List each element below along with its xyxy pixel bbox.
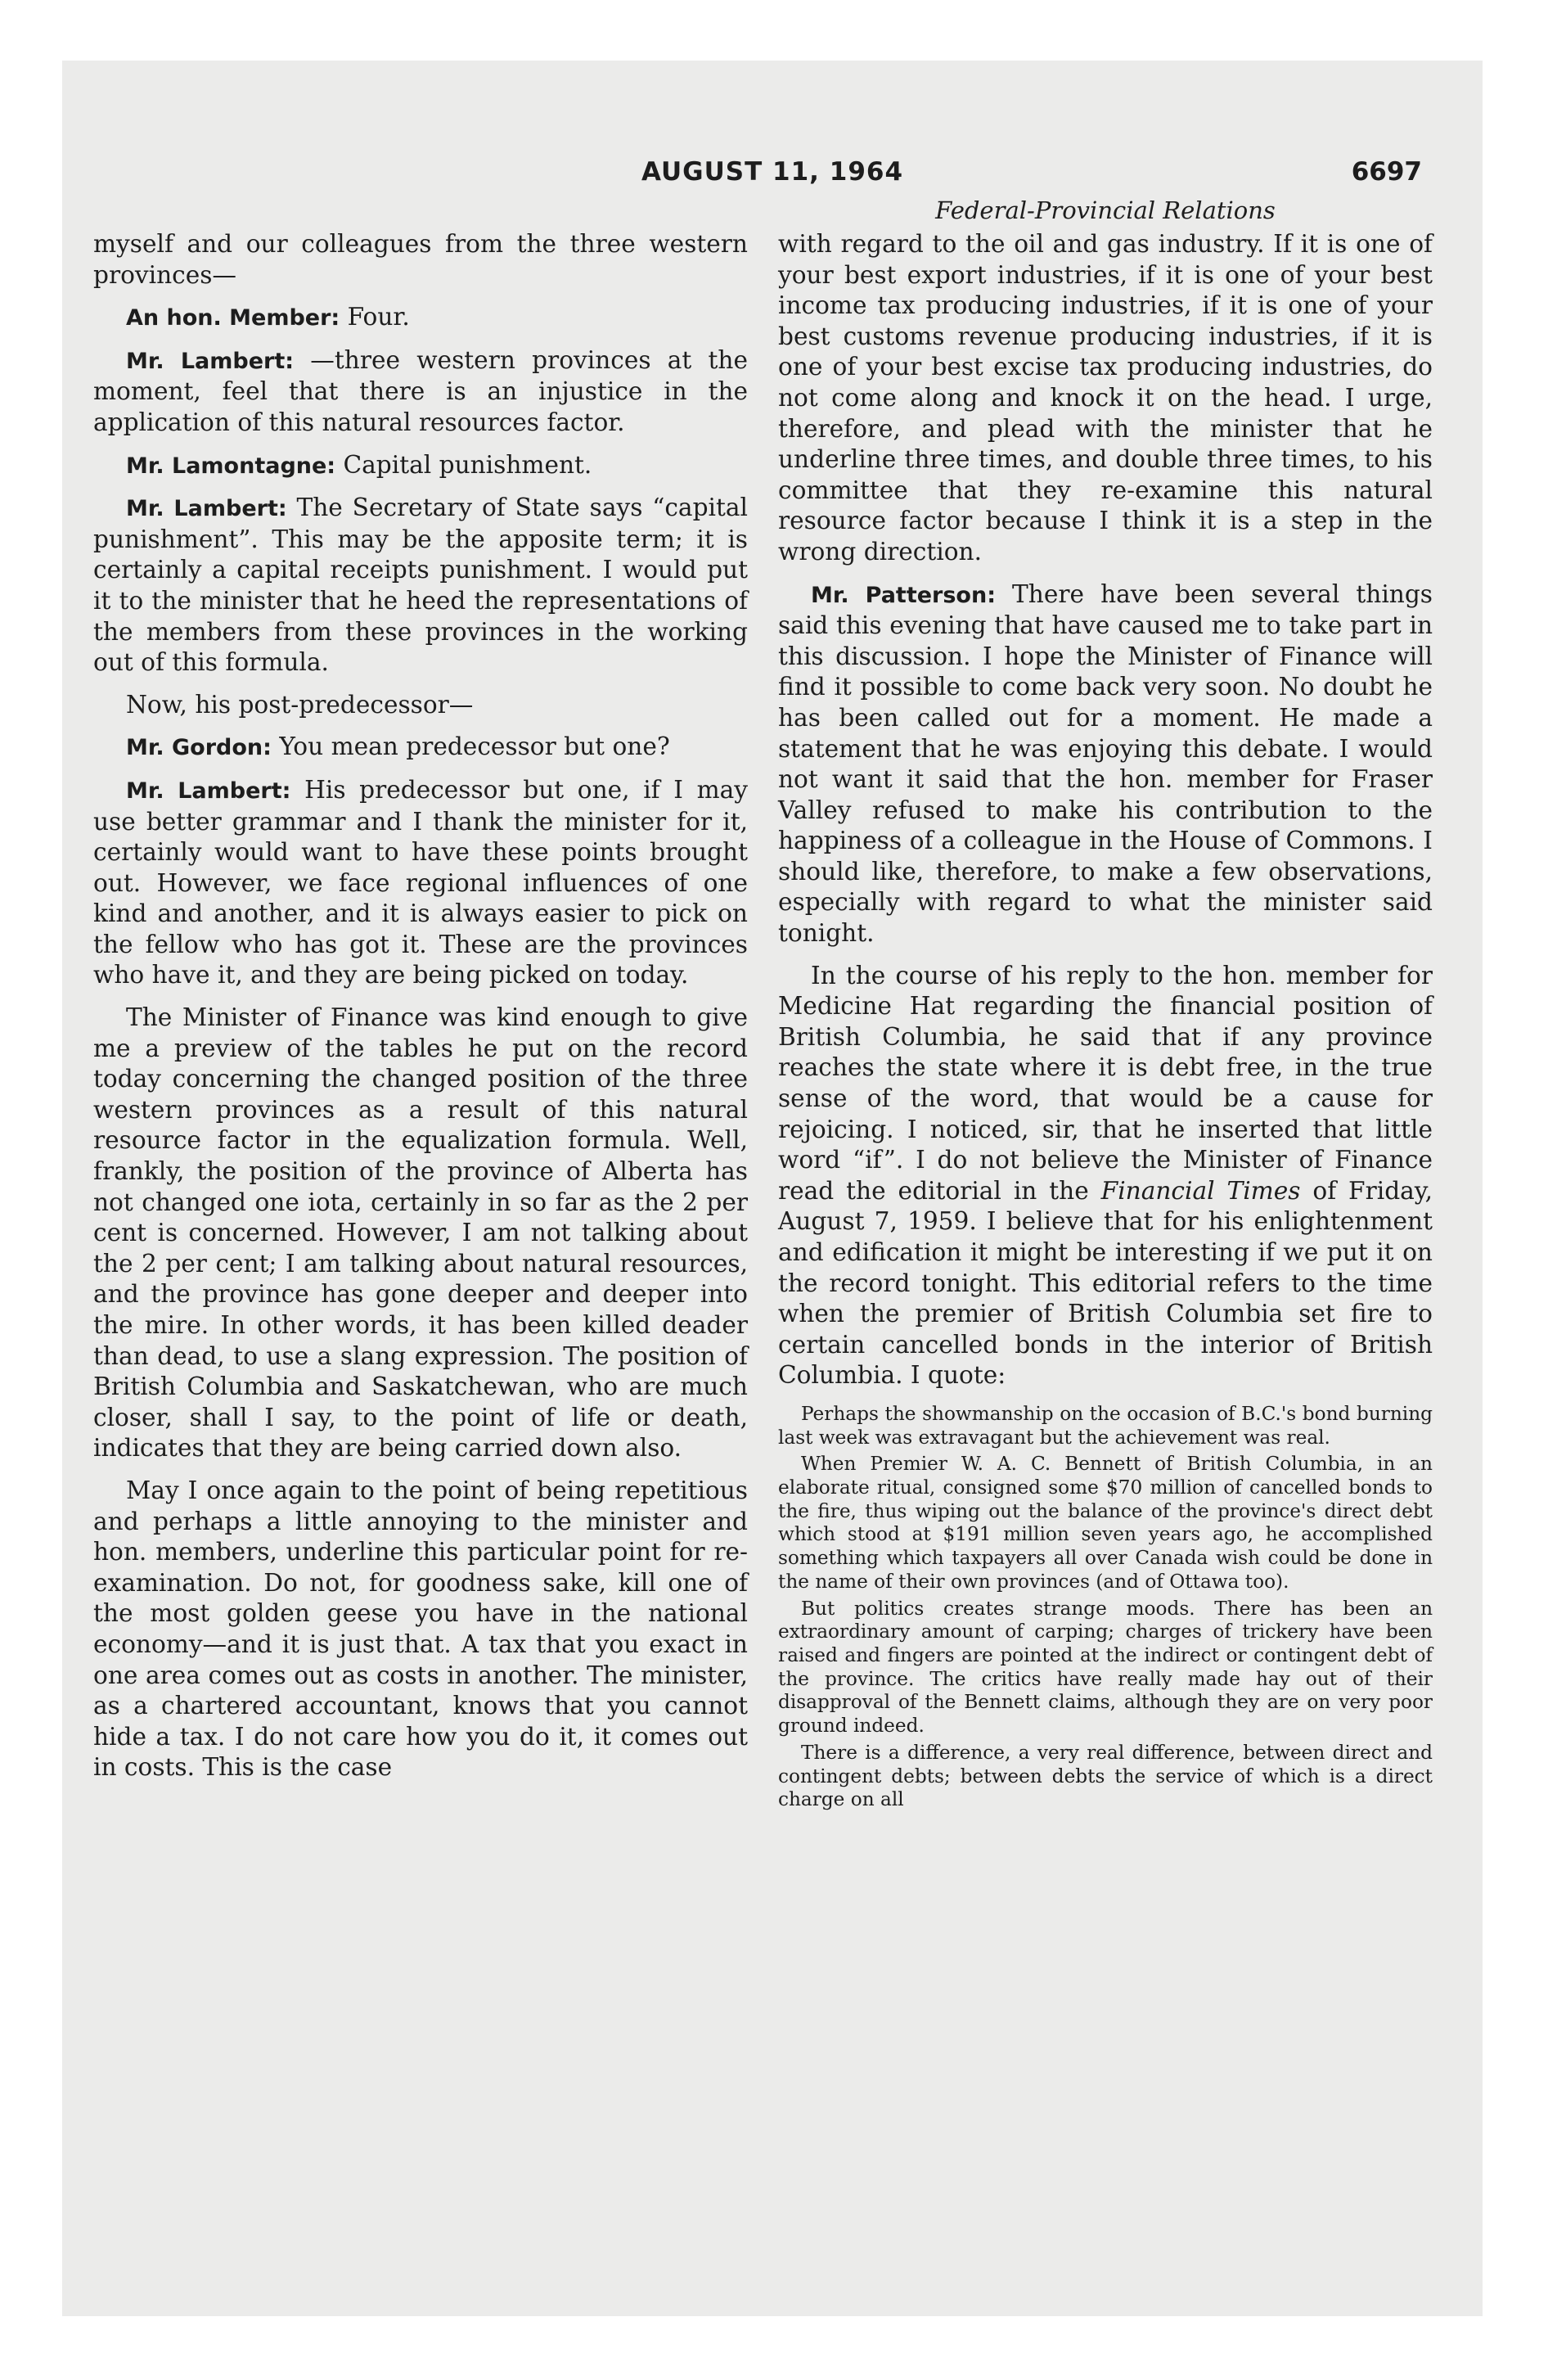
quote-paragraph: But politics creates strange moods. There has been an extraordinary amount of carping; charges of trickery have been raised and fingers are pointed at the indirect or contingent debt of the province. The critics have really made hay out of their disapproval of the Bennett claims, although they are on very poor ground indeed. [778, 1597, 1433, 1738]
speaker-name: Mr. Lamontagne: [126, 453, 336, 479]
speech-text: His predecessor but one, if I may use better grammar and I thank the minister for it, certainly would want to have these points brought out. However, we face regional influences of one kind and another, and it is always easier to pick on the fellow who has got it. These are the provinces who have it, and they are being picked on today. [93, 775, 748, 989]
section-title: Federal-Provincial Relations [935, 196, 1276, 224]
speaker-name: Mr. Patterson: [811, 582, 996, 608]
paragraph [93, 732, 748, 764]
paragraph [93, 775, 748, 991]
speech-text: —three western provinces at the moment, feel that there is an injustice in the application of this natural resources factor. [93, 345, 748, 436]
quote-paragraph: There is a difference, a very real difference, between direct and contingent debts; between debts the service of which is a direct charge on all [778, 1741, 1433, 1811]
speech-text: The Secretary of State says “capital punishment”. This may be the apposite term; it is certainly a capital receipts punishment. I would put it to the minister that he heed the representations of the members from these provinces in the working out of this formula. [93, 494, 748, 677]
paragraph [778, 579, 1433, 949]
speech-text: You mean predecessor but one? [271, 732, 670, 761]
speech-text: Four. [340, 303, 410, 331]
quoted-editorial [778, 1403, 1433, 1812]
speaker-name: Mr. Lambert: [126, 348, 295, 374]
paragraph [93, 450, 748, 482]
speech-text: Capital punishment. [335, 450, 592, 479]
paragraph: The Minister of Finance was kind enough to give me a preview of the tables he put on the record today concerning the changed position of the three western provinces as a result of this natural resource factor in the equalization formula. Well, frankly, the position of the province of Alberta has not changed one iota, certainly in so far as the 2 per cent is concerned. However, I am not talking about the 2 per cent; I am talking about natural resources, and the province has gone deeper and deeper into the mire. In other words, it has been killed deader than dead, to use a slang expression. The position of British Columbia and Saskatchewan, who are much closer, shall I say, to the point of life or death, indicates that they are being carried down also. [93, 1003, 748, 1463]
paragraph [93, 302, 748, 334]
quote-paragraph: When Premier W. A. C. Bennett of British Columbia, in an elaborate ritual, consigned some $70 million of cancelled bonds to the fire, thus wiping out the balance of the province's direct debt which stood at $191 million seven years ago, he accomplished something which taxpayers all over Canada wish could be done in the name of their own provinces (and of Ottawa too). [778, 1453, 1433, 1593]
paragraph: Now, his post-predecessor— [126, 690, 474, 719]
speech-text: There have been several things said this evening that have caused me to take part in this discussion. I hope the Minister of Finance will find it possible to come back very soon. No doubt he has been called out for a moment. He made a statement that he was enjoying this debate. I would not want it said that the hon. member for Fraser Valley refused to make his contribution to the happiness of a colleague in the House of Commons. I should like, therefore, to make a few observations, especially with regard to what the minister said tonight. [778, 579, 1433, 948]
speaker-name: Mr. Gordon: [126, 735, 272, 761]
paragraph [93, 345, 748, 439]
hansard-page [62, 61, 1483, 2316]
paragraph [93, 493, 748, 678]
speaker-name: Mr. Lambert: [126, 778, 291, 804]
right-column [778, 229, 1433, 1815]
paragraph: with regard to the oil and gas industry. If it is one of your best export industries, if it is one of your best income tax producing industries, if it is one of your best customs revenue producing industries, if it is one of your best excise tax producing industries, do not come along and knock it on the head. I urge, therefore, and plead with the minister that he underline three times, and double three times, to his committee that they re-examine this natural resource factor because I think it is a step in the wrong direction. [778, 230, 1433, 566]
left-column [93, 229, 748, 1795]
page-date: AUGUST 11, 1964 [641, 157, 904, 187]
page-number: 6697 [1351, 157, 1422, 187]
publication-title: Financial Times [1100, 1176, 1301, 1205]
paragraph: myself and our colleagues from the three western provinces— [93, 230, 748, 289]
speech-text: of Friday, August 7, 1959. I believe that for his enlightenment and edification it might be interesting if we put it on the record tonight. This editorial refers to the time when the premier of British Columbia set fire to certain cancelled bonds in the interior of British Columbia. I quote: [778, 1176, 1433, 1390]
quote-paragraph: Perhaps the showmanship on the occasion of B.C.'s bond burning last week was extravagant but the achievement was real. [778, 1402, 1433, 1449]
speaker-name: An hon. Member: [126, 305, 340, 331]
speaker-name: Mr. Lambert: [126, 496, 287, 522]
speech-text: In the course of his reply to the hon. member for Medicine Hat regarding the financial position of British Columbia, he said that if any province reaches the state where it is debt free, in the true sense of the word, that would be a cause for rejoicing. I noticed, sir, that he inserted that little word “if”. I do not believe the Minister of Finance read the editorial in the [778, 961, 1433, 1205]
paragraph [778, 961, 1433, 1391]
paragraph: May I once again to the point of being repetitious and perhaps a little annoying to the minister and hon. members, underline this particular point for re-examination. Do not, for goodness sake, kill one of the most golden geese you have in the national economy—and it is just that. A tax that you exact in one area comes out as costs in another. The minister, as a chartered accountant, knows that you cannot hide a tax. I do not care how you do it, it comes out in costs. This is the case [93, 1476, 748, 1782]
